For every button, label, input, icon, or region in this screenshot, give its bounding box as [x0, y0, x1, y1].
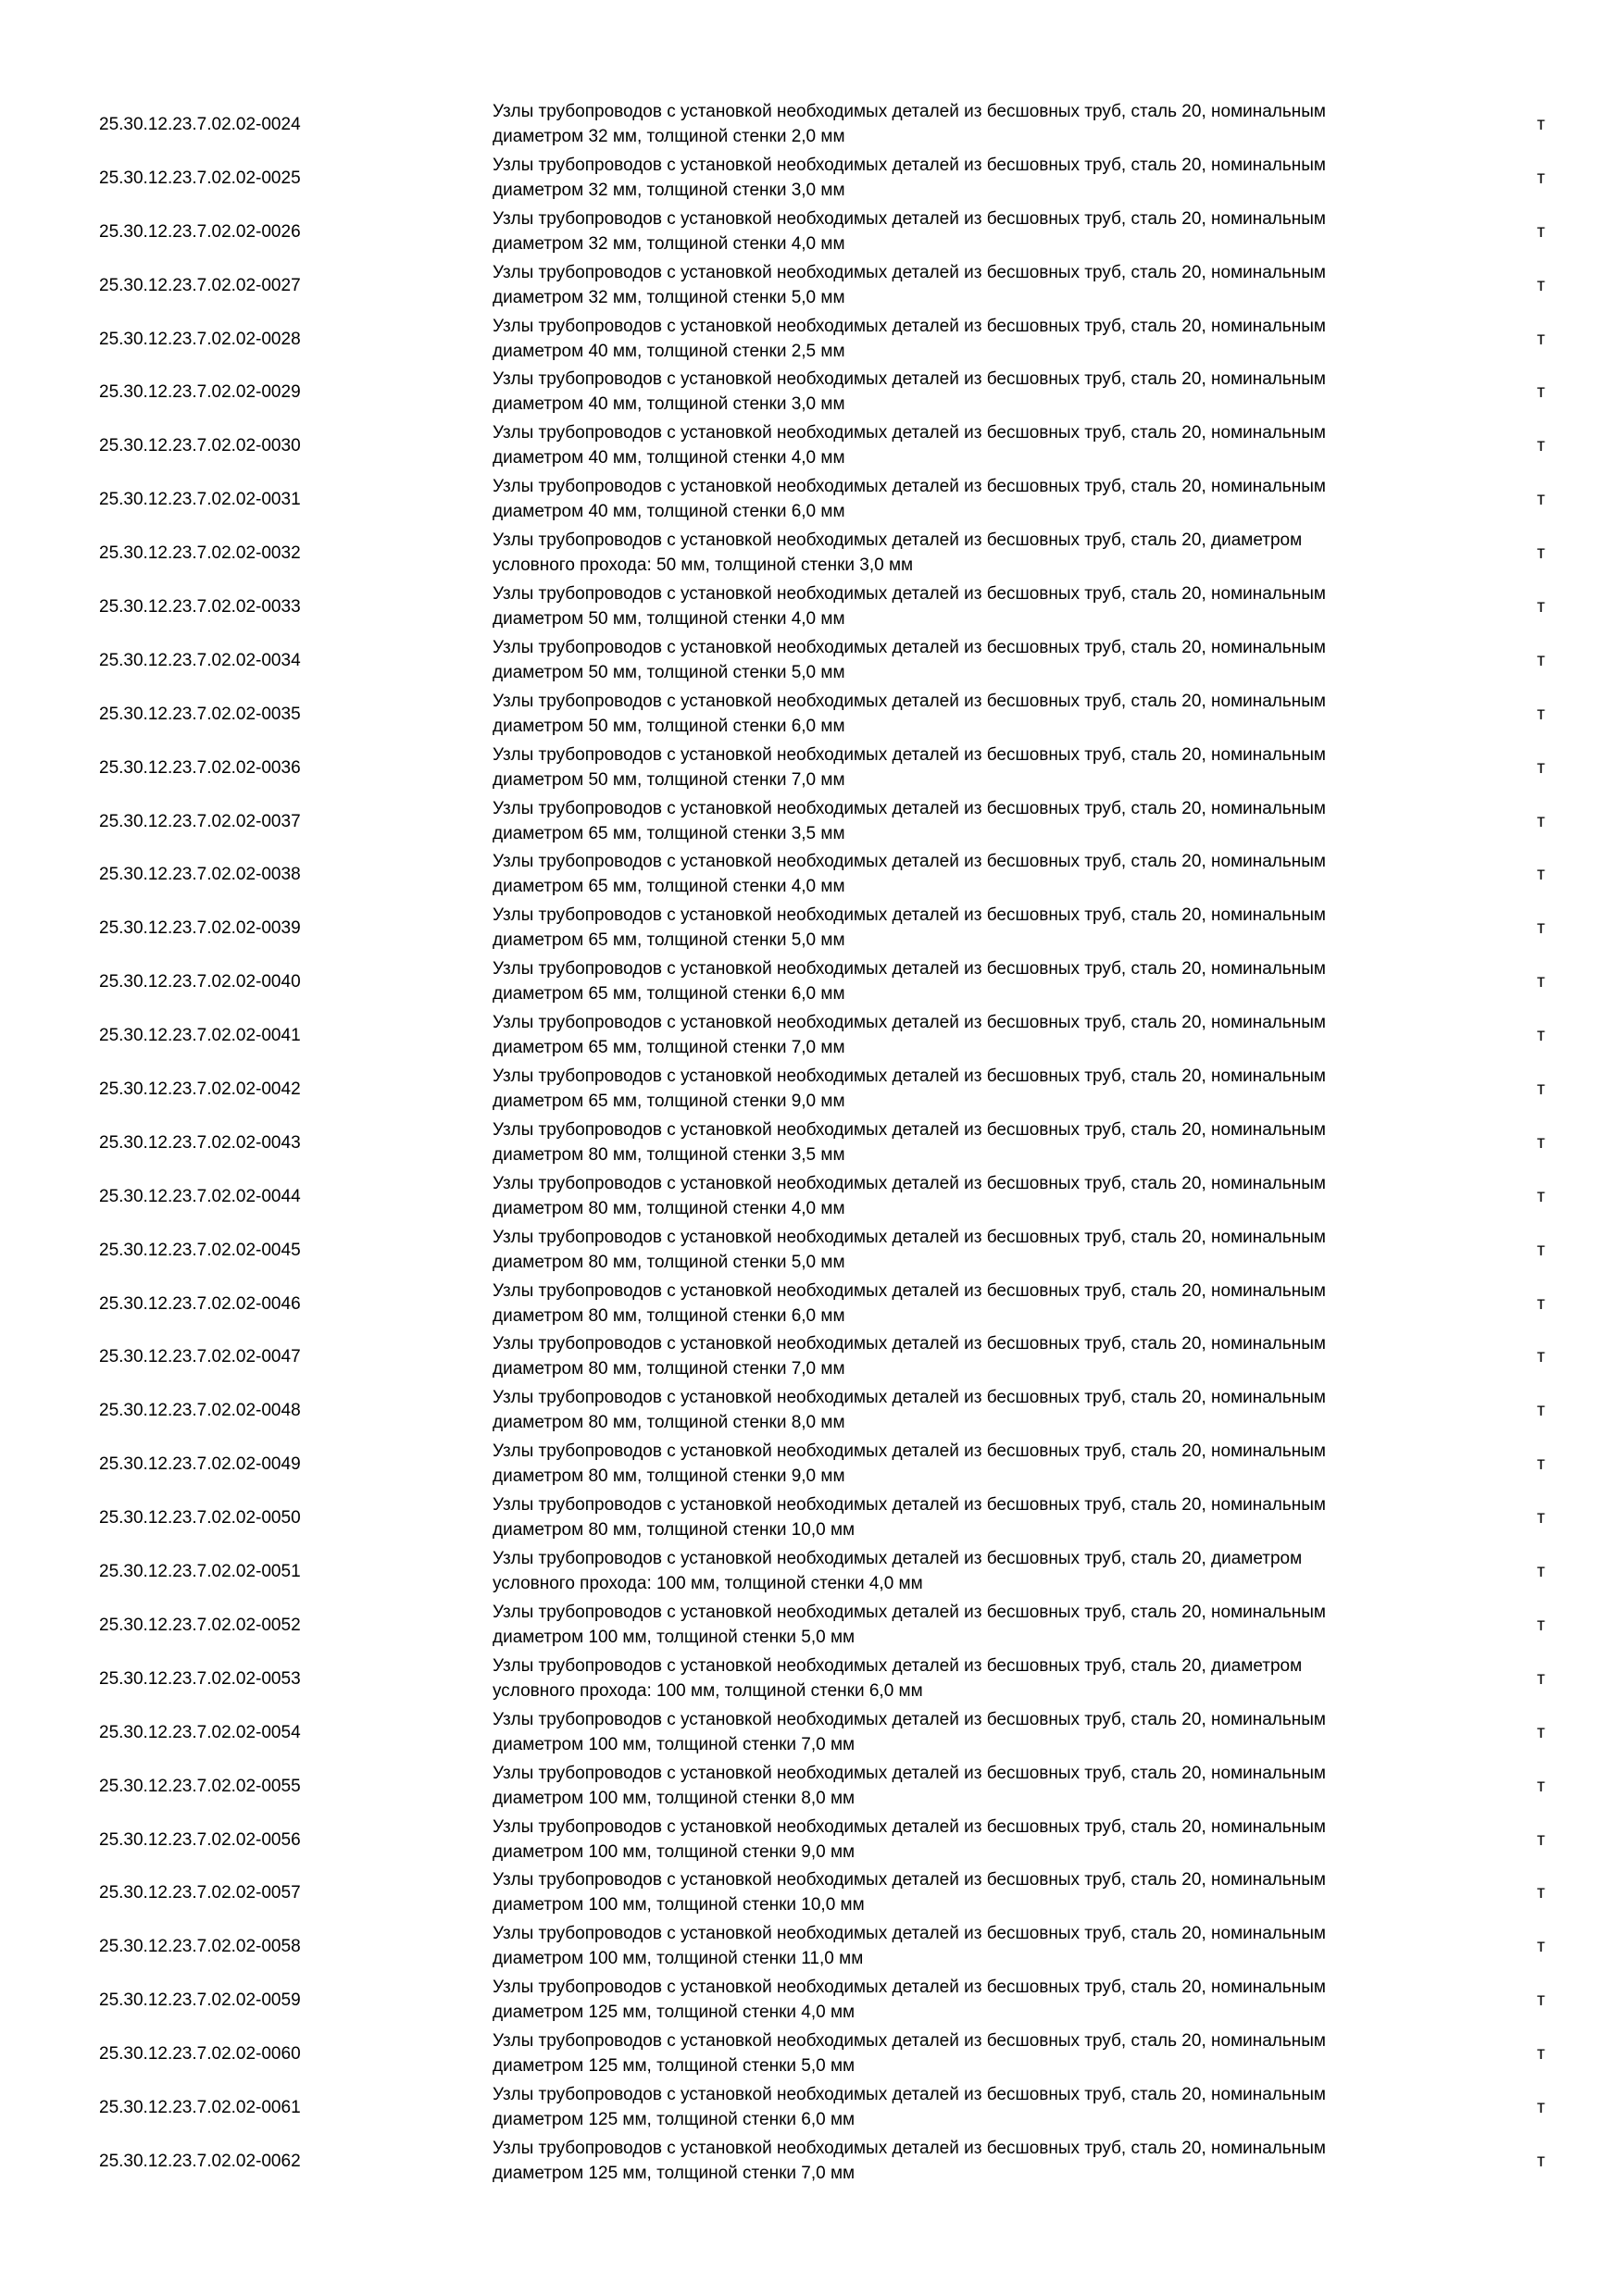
- resource-code: 25.30.12.23.7.02.02-0048: [99, 1401, 301, 1421]
- table-row: [0, 2082, 1624, 2136]
- unit-of-measure: т: [1537, 168, 1545, 188]
- unit-of-measure: т: [1537, 650, 1545, 670]
- resource-description: [493, 1600, 1493, 1650]
- resource-description: [493, 742, 1493, 792]
- description-line-1: Узлы трубопроводов с установкой необходимых деталей из бесшовных труб, сталь 20, номинальным: [493, 1334, 1326, 1354]
- description-line-2: диаметром 40 мм, толщиной стенки 3,0 мм: [493, 394, 845, 415]
- resource-code: 25.30.12.23.7.02.02-0049: [99, 1454, 301, 1475]
- description-line-1: Узлы трубопроводов с установкой необходимых деталей из бесшовных труб, сталь 20, номинальным: [493, 1227, 1326, 1247]
- resource-description: [493, 635, 1493, 685]
- unit-of-measure: т: [1537, 1508, 1545, 1529]
- description-line-2: диаметром 65 мм, толщиной стенки 6,0 мм: [493, 984, 845, 1004]
- resource-description: [493, 1064, 1493, 1114]
- table-row: [0, 689, 1624, 742]
- resource-code: 25.30.12.23.7.02.02-0059: [99, 1990, 301, 2011]
- table-row: [0, 1064, 1624, 1117]
- resource-description: [493, 689, 1493, 739]
- description-line-1: Узлы трубопроводов с установкой необходимых деталей из бесшовных труб, сталь 20, диаметром: [493, 1549, 1303, 1569]
- table-row: [0, 849, 1624, 903]
- table-row: [0, 1331, 1624, 1385]
- unit-of-measure: т: [1537, 221, 1545, 242]
- description-line-1: Узлы трубопроводов с установкой необходимых деталей из бесшовных труб, сталь 20, номинальным: [493, 2031, 1326, 2052]
- resource-description: [493, 99, 1493, 149]
- description-line-2: диаметром 100 мм, толщиной стенки 5,0 мм: [493, 1627, 856, 1647]
- description-line-2: диаметром 80 мм, толщиной стенки 9,0 мм: [493, 1466, 845, 1487]
- table-row: [0, 1761, 1624, 1815]
- description-line-1: Узлы трубопроводов с установкой необходимых деталей из бесшовных труб, сталь 20, номинальным: [493, 423, 1326, 443]
- resource-code: 25.30.12.23.7.02.02-0032: [99, 543, 301, 564]
- table-row: [0, 742, 1624, 796]
- unit-of-measure: т: [1537, 1722, 1545, 1742]
- resource-code: 25.30.12.23.7.02.02-0025: [99, 168, 301, 188]
- unit-of-measure: т: [1537, 757, 1545, 778]
- table-row: [0, 635, 1624, 689]
- description-line-1: Узлы трубопроводов с установкой необходимых деталей из бесшовных труб, сталь 20, номинальным: [493, 584, 1326, 605]
- description-line-1: Узлы трубопроводов с установкой необходимых деталей из бесшовных труб, сталь 20, номинальным: [493, 1067, 1326, 1087]
- description-line-1: Узлы трубопроводов с установкой необходимых деталей из бесшовных труб, сталь 20, номинальным: [493, 852, 1326, 872]
- description-line-1: Узлы трубопроводов с установкой необходимых деталей из бесшовных труб, сталь 20, номинальным: [493, 637, 1326, 657]
- description-line-1: Узлы трубопроводов с установкой необходимых деталей из бесшовных труб, сталь 20, номинальным: [493, 798, 1326, 818]
- description-line-1: Узлы трубопроводов с установкой необходимых деталей из бесшовных труб, сталь 20, номинальным: [493, 155, 1326, 175]
- unit-of-measure: т: [1537, 1615, 1545, 1635]
- description-line-1: Узлы трубопроводов с установкой необходимых деталей из бесшовных труб, сталь 20, номинальным: [493, 1119, 1326, 1140]
- resource-code: 25.30.12.23.7.02.02-0037: [99, 811, 301, 831]
- description-line-2: диаметром 125 мм, толщиной стенки 6,0 мм: [493, 2109, 856, 2129]
- description-line-1: Узлы трубопроводов с установкой необходимых деталей из бесшовных труб, сталь 20, номинальным: [493, 1709, 1326, 1729]
- unit-of-measure: т: [1537, 1401, 1545, 1421]
- description-line-2: диаметром 80 мм, толщиной стенки 6,0 мм: [493, 1305, 845, 1326]
- resource-description: [493, 1385, 1493, 1435]
- description-line-2: диаметром 125 мм, толщиной стенки 4,0 мм: [493, 2003, 856, 2023]
- unit-of-measure: т: [1537, 1829, 1545, 1850]
- resource-code: 25.30.12.23.7.02.02-0060: [99, 2044, 301, 2065]
- unit-of-measure: т: [1537, 972, 1545, 992]
- description-line-1: Узлы трубопроводов с установкой необходимых деталей из бесшовных труб, сталь 20, номинальным: [493, 1013, 1326, 1033]
- resource-code: 25.30.12.23.7.02.02-0035: [99, 704, 301, 724]
- description-line-2: условного прохода: 100 мм, толщиной стенки 6,0 мм: [493, 1680, 923, 1701]
- unit-of-measure: т: [1537, 1883, 1545, 1903]
- table-row: [0, 1707, 1624, 1761]
- table-row: [0, 1815, 1624, 1868]
- resource-description: [493, 1761, 1493, 1811]
- description-line-2: диаметром 50 мм, толщиной стенки 7,0 мм: [493, 769, 845, 790]
- table-row: [0, 2136, 1624, 2190]
- description-line-2: диаметром 32 мм, толщиной стенки 4,0 мм: [493, 233, 845, 254]
- resource-description: [493, 314, 1493, 364]
- resource-description: [493, 849, 1493, 899]
- resource-code: 25.30.12.23.7.02.02-0039: [99, 918, 301, 939]
- description-line-1: Узлы трубопроводов с установкой необходимых деталей из бесшовных труб, сталь 20, номинальным: [493, 2084, 1326, 2104]
- resource-description: [493, 420, 1493, 470]
- table-row: [0, 1117, 1624, 1171]
- unit-of-measure: т: [1537, 1132, 1545, 1153]
- resource-description: [493, 367, 1493, 417]
- description-line-2: диаметром 40 мм, толщиной стенки 2,5 мм: [493, 341, 845, 361]
- description-line-1: Узлы трубопроводов с установкой необходимых деталей из бесшовных труб, сталь 20, номинальным: [493, 2138, 1326, 2158]
- resource-description: [493, 1546, 1493, 1596]
- resource-description: [493, 2082, 1493, 2132]
- resource-description: [493, 956, 1493, 1006]
- unit-of-measure: т: [1537, 597, 1545, 618]
- unit-of-measure: т: [1537, 1026, 1545, 1046]
- resource-description: [493, 1815, 1493, 1865]
- description-line-1: Узлы трубопроводов с установкой необходимых деталей из бесшовных труб, сталь 20, номинальным: [493, 477, 1326, 497]
- resource-code: 25.30.12.23.7.02.02-0026: [99, 221, 301, 242]
- description-line-2: диаметром 40 мм, толщиной стенки 4,0 мм: [493, 448, 845, 468]
- unit-of-measure: т: [1537, 382, 1545, 403]
- unit-of-measure: т: [1537, 2151, 1545, 2171]
- description-line-2: диаметром 100 мм, толщиной стенки 9,0 мм: [493, 1841, 856, 1862]
- description-line-2: диаметром 80 мм, толщиной стенки 8,0 мм: [493, 1413, 845, 1433]
- unit-of-measure: т: [1537, 811, 1545, 831]
- description-line-2: диаметром 65 мм, толщиной стенки 5,0 мм: [493, 930, 845, 951]
- description-line-2: диаметром 50 мм, толщиной стенки 6,0 мм: [493, 716, 845, 736]
- resource-description: [493, 1975, 1493, 2025]
- description-line-2: диаметром 40 мм, толщиной стенки 6,0 мм: [493, 502, 845, 522]
- resource-code: 25.30.12.23.7.02.02-0050: [99, 1508, 301, 1529]
- unit-of-measure: т: [1537, 1186, 1545, 1206]
- resource-code: 25.30.12.23.7.02.02-0051: [99, 1562, 301, 1582]
- resource-description: [493, 1171, 1493, 1221]
- description-line-1: Узлы трубопроводов с установкой необходимых деталей из бесшовных труб, сталь 20, номинальным: [493, 1978, 1326, 1998]
- description-line-1: Узлы трубопроводов с установкой необходимых деталей из бесшовных труб, сталь 20, номинальным: [493, 102, 1326, 121]
- resource-description: [493, 903, 1493, 953]
- resource-description: [493, 474, 1493, 524]
- resource-code: 25.30.12.23.7.02.02-0024: [99, 115, 301, 134]
- resource-code: 25.30.12.23.7.02.02-0038: [99, 865, 301, 885]
- resource-description: [493, 153, 1493, 203]
- table-row: [0, 1171, 1624, 1225]
- description-line-1: Узлы трубопроводов с установкой необходимых деталей из бесшовных труб, сталь 20, номинальным: [493, 1495, 1326, 1516]
- resource-code: 25.30.12.23.7.02.02-0040: [99, 972, 301, 992]
- description-line-1: Узлы трубопроводов с установкой необходимых деталей из бесшовных труб, сталь 20, номинальным: [493, 1924, 1326, 1944]
- unit-of-measure: т: [1537, 1776, 1545, 1796]
- unit-of-measure: т: [1537, 1562, 1545, 1582]
- table-row: [0, 1010, 1624, 1064]
- resource-code: 25.30.12.23.7.02.02-0034: [99, 650, 301, 670]
- description-line-2: диаметром 50 мм, толщиной стенки 5,0 мм: [493, 662, 845, 682]
- table-row: [0, 1225, 1624, 1279]
- resource-description: [493, 1439, 1493, 1489]
- unit-of-measure: т: [1537, 1293, 1545, 1314]
- resource-description: [493, 206, 1493, 256]
- table-row: [0, 420, 1624, 474]
- resource-code: 25.30.12.23.7.02.02-0046: [99, 1293, 301, 1314]
- unit-of-measure: т: [1537, 865, 1545, 885]
- description-line-1: Узлы трубопроводов с установкой необходимых деталей из бесшовных труб, сталь 20, номинальным: [493, 905, 1326, 926]
- description-line-1: Узлы трубопроводов с установкой необходимых деталей из бесшовных труб, сталь 20, номинальным: [493, 1441, 1326, 1462]
- unit-of-measure: т: [1537, 275, 1545, 295]
- resource-description: [493, 1279, 1493, 1329]
- description-line-2: диаметром 125 мм, толщиной стенки 7,0 мм: [493, 2163, 856, 2183]
- table-row: [0, 1867, 1624, 1921]
- unit-of-measure: т: [1537, 543, 1545, 564]
- table-row: [0, 796, 1624, 850]
- description-line-1: Узлы трубопроводов с установкой необходимых деталей из бесшовных труб, сталь 20, диаметром: [493, 530, 1303, 551]
- resource-code: 25.30.12.23.7.02.02-0047: [99, 1347, 301, 1367]
- unit-of-measure: т: [1537, 115, 1545, 134]
- table-row: [0, 2028, 1624, 2082]
- unit-of-measure: т: [1537, 1990, 1545, 2011]
- description-line-1: Узлы трубопроводов с установкой необходимых деталей из бесшовных труб, сталь 20, номинальным: [493, 744, 1326, 765]
- unit-of-measure: т: [1537, 1240, 1545, 1260]
- resource-description: [493, 2028, 1493, 2078]
- unit-of-measure: т: [1537, 1668, 1545, 1689]
- resource-code: 25.30.12.23.7.02.02-0057: [99, 1883, 301, 1903]
- table-row: [0, 367, 1624, 420]
- description-line-2: диаметром 125 мм, толщиной стенки 5,0 мм: [493, 2056, 856, 2077]
- resource-code: 25.30.12.23.7.02.02-0061: [99, 2097, 301, 2117]
- description-line-2: диаметром 80 мм, толщиной стенки 7,0 мм: [493, 1359, 845, 1379]
- description-line-2: диаметром 32 мм, толщиной стенки 5,0 мм: [493, 287, 845, 307]
- table-row: [0, 99, 1624, 153]
- resource-code: 25.30.12.23.7.02.02-0055: [99, 1776, 301, 1796]
- resource-description: [493, 1653, 1493, 1703]
- table-row: [0, 153, 1624, 206]
- description-line-2: диаметром 65 мм, толщиной стенки 3,5 мм: [493, 823, 845, 843]
- resource-code: 25.30.12.23.7.02.02-0044: [99, 1186, 301, 1206]
- resource-description: [493, 2136, 1493, 2186]
- table-row: [0, 474, 1624, 528]
- description-line-1: Узлы трубопроводов с установкой необходимых деталей из бесшовных труб, сталь 20, номинальным: [493, 316, 1326, 336]
- table-row: [0, 1492, 1624, 1546]
- description-line-2: диаметром 100 мм, толщиной стенки 7,0 мм: [493, 1734, 856, 1754]
- table-row: [0, 1975, 1624, 2028]
- resource-code: 25.30.12.23.7.02.02-0058: [99, 1937, 301, 1957]
- resource-description: [493, 1867, 1493, 1917]
- unit-of-measure: т: [1537, 1347, 1545, 1367]
- price-table: [0, 99, 1624, 2190]
- resource-code: 25.30.12.23.7.02.02-0029: [99, 382, 301, 403]
- resource-code: 25.30.12.23.7.02.02-0052: [99, 1615, 301, 1635]
- description-line-1: Узлы трубопроводов с установкой необходимых деталей из бесшовных труб, сталь 20, номинальным: [493, 1816, 1326, 1837]
- table-row: [0, 1921, 1624, 1975]
- description-line-1: Узлы трубопроводов с установкой необходимых деталей из бесшовных труб, сталь 20, номинальным: [493, 208, 1326, 229]
- table-row: [0, 581, 1624, 635]
- description-line-2: диаметром 80 мм, толщиной стенки 4,0 мм: [493, 1198, 845, 1218]
- resource-description: [493, 1010, 1493, 1060]
- unit-of-measure: т: [1537, 1454, 1545, 1475]
- resource-code: 25.30.12.23.7.02.02-0030: [99, 436, 301, 456]
- description-line-1: Узлы трубопроводов с установкой необходимых деталей из бесшовных труб, сталь 20, номинальным: [493, 262, 1326, 282]
- description-line-1: Узлы трубопроводов с установкой необходимых деталей из бесшовных труб, сталь 20, номинальным: [493, 1870, 1326, 1890]
- resource-description: [493, 260, 1493, 310]
- table-row: [0, 1439, 1624, 1492]
- resource-code: 25.30.12.23.7.02.02-0027: [99, 275, 301, 295]
- resource-code: 25.30.12.23.7.02.02-0028: [99, 329, 301, 349]
- resource-description: [493, 581, 1493, 631]
- description-line-1: Узлы трубопроводов с установкой необходимых деталей из бесшовных труб, сталь 20, номинальным: [493, 1173, 1326, 1193]
- resource-description: [493, 796, 1493, 846]
- description-line-2: диаметром 100 мм, толщиной стенки 8,0 мм: [493, 1788, 856, 1808]
- description-line-2: условного прохода: 50 мм, толщиной стенки 3,0 мм: [493, 555, 914, 576]
- table-row: [0, 528, 1624, 581]
- unit-of-measure: т: [1537, 2044, 1545, 2065]
- resource-code: 25.30.12.23.7.02.02-0031: [99, 490, 301, 510]
- resource-description: [493, 528, 1493, 578]
- description-line-2: диаметром 65 мм, толщиной стенки 4,0 мм: [493, 877, 845, 897]
- table-row: [0, 314, 1624, 368]
- description-line-2: диаметром 100 мм, толщиной стенки 10,0 мм: [493, 1895, 865, 1915]
- resource-description: [493, 1225, 1493, 1275]
- resource-code: 25.30.12.23.7.02.02-0045: [99, 1240, 301, 1260]
- description-line-1: Узлы трубопроводов с установкой необходимых деталей из бесшовных труб, сталь 20, номинальным: [493, 369, 1326, 390]
- unit-of-measure: т: [1537, 436, 1545, 456]
- resource-code: 25.30.12.23.7.02.02-0036: [99, 757, 301, 778]
- resource-code: 25.30.12.23.7.02.02-0056: [99, 1829, 301, 1850]
- description-line-1: Узлы трубопроводов с установкой необходимых деталей из бесшовных труб, сталь 20, номинальным: [493, 1763, 1326, 1783]
- resource-description: [493, 1707, 1493, 1757]
- unit-of-measure: т: [1537, 704, 1545, 724]
- unit-of-measure: т: [1537, 1079, 1545, 1100]
- resource-description: [493, 1492, 1493, 1542]
- resource-code: 25.30.12.23.7.02.02-0043: [99, 1132, 301, 1153]
- unit-of-measure: т: [1537, 918, 1545, 939]
- resource-code: 25.30.12.23.7.02.02-0062: [99, 2151, 301, 2171]
- description-line-2: диаметром 80 мм, толщиной стенки 5,0 мм: [493, 1252, 845, 1272]
- description-line-1: Узлы трубопроводов с установкой необходимых деталей из бесшовных труб, сталь 20, диаметром: [493, 1655, 1303, 1676]
- description-line-2: диаметром 32 мм, толщиной стенки 3,0 мм: [493, 180, 845, 200]
- description-line-2: диаметром 80 мм, толщиной стенки 10,0 мм: [493, 1520, 856, 1541]
- resource-code: 25.30.12.23.7.02.02-0033: [99, 597, 301, 618]
- table-row: [0, 260, 1624, 314]
- description-line-2: условного прохода: 100 мм, толщиной стенки 4,0 мм: [493, 1574, 923, 1594]
- unit-of-measure: т: [1537, 490, 1545, 510]
- description-line-1: Узлы трубопроводов с установкой необходимых деталей из бесшовных труб, сталь 20, номинальным: [493, 1388, 1326, 1408]
- resource-code: 25.30.12.23.7.02.02-0041: [99, 1026, 301, 1046]
- resource-code: 25.30.12.23.7.02.02-0042: [99, 1079, 301, 1100]
- description-line-2: диаметром 32 мм, толщиной стенки 2,0 мм: [493, 127, 845, 146]
- table-row: [0, 1600, 1624, 1653]
- resource-description: [493, 1117, 1493, 1167]
- resource-code: 25.30.12.23.7.02.02-0053: [99, 1668, 301, 1689]
- description-line-2: диаметром 50 мм, толщиной стенки 4,0 мм: [493, 609, 845, 630]
- description-line-2: диаметром 100 мм, толщиной стенки 11,0 мм: [493, 1949, 864, 1969]
- table-row: [0, 1653, 1624, 1707]
- description-line-1: Узлы трубопроводов с установкой необходимых деталей из бесшовных труб, сталь 20, номинальным: [493, 691, 1326, 711]
- description-line-1: Узлы трубопроводов с установкой необходимых деталей из бесшовных труб, сталь 20, номинальным: [493, 1280, 1326, 1301]
- description-line-1: Узлы трубопроводов с установкой необходимых деталей из бесшовных труб, сталь 20, номинальным: [493, 959, 1326, 980]
- resource-code: 25.30.12.23.7.02.02-0054: [99, 1722, 301, 1742]
- unit-of-measure: т: [1537, 329, 1545, 349]
- table-row: [0, 1546, 1624, 1600]
- table-row: [0, 903, 1624, 956]
- resource-description: [493, 1331, 1493, 1381]
- description-line-1: Узлы трубопроводов с установкой необходимых деталей из бесшовных труб, сталь 20, номинальным: [493, 1602, 1326, 1622]
- resource-description: [493, 1921, 1493, 1971]
- unit-of-measure: т: [1537, 2097, 1545, 2117]
- table-row: [0, 1279, 1624, 1332]
- description-line-2: диаметром 65 мм, толщиной стенки 7,0 мм: [493, 1038, 845, 1058]
- table-row: [0, 206, 1624, 260]
- description-line-2: диаметром 65 мм, толщиной стенки 9,0 мм: [493, 1092, 845, 1112]
- table-row: [0, 956, 1624, 1010]
- description-line-2: диаметром 80 мм, толщиной стенки 3,5 мм: [493, 1144, 845, 1165]
- unit-of-measure: т: [1537, 1937, 1545, 1957]
- table-row: [0, 1385, 1624, 1439]
